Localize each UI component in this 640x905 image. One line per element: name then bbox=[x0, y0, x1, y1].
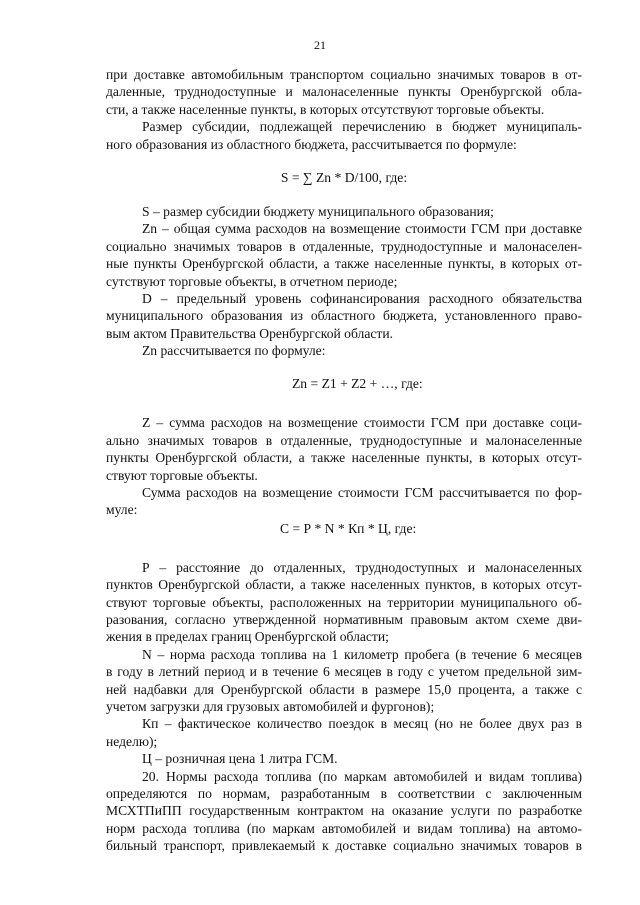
text-line: МСХТПиПП государственным контрактом на оказание услуги по разработке bbox=[106, 803, 582, 819]
paragraph bbox=[106, 646, 582, 716]
text-line: разования, согласно утвержденной нормативным правовым актом схеме дви- bbox=[106, 611, 582, 627]
text-line: определяются по нормам, разработанным в соответствии с заключенным bbox=[106, 785, 582, 801]
page-number: 21 bbox=[314, 38, 326, 52]
text-line: S – размер субсидии бюджету муниципального образования; bbox=[142, 203, 494, 219]
formula-zn: Zn = Z1 + Z2 + …, где: bbox=[292, 376, 423, 392]
paragraph bbox=[106, 414, 582, 484]
paragraph bbox=[106, 290, 582, 342]
text-line: муниципального образования из областного бюджета, установленного право- bbox=[106, 308, 582, 324]
text-line: сти, а также населенные пункты, в которых отсутствуют торговые объекты. bbox=[106, 101, 545, 117]
text-line: Zn – общая сумма расходов на возмещение стоимости ГСМ при доставке bbox=[142, 221, 582, 237]
text-line: 20. Нормы расхода топлива (по маркам автомобилей и видам топлива) bbox=[142, 768, 582, 784]
text-line: Р – расстояние до отдаленных, труднодоступных и малонаселенных bbox=[142, 559, 582, 575]
text-line: социально значимых товаров в отдаленные, труднодоступные и малонаселен- bbox=[106, 238, 582, 254]
text-line: N – норма расхода топлива на 1 километр пробега (в течение 6 месяцев bbox=[142, 646, 582, 662]
text-line: учетом загрузки для грузовых автомобилей и фургонов); bbox=[106, 698, 435, 714]
paragraph bbox=[106, 342, 582, 359]
text-line: ствуют торговые объекты, расположенных на территории муниципального об- bbox=[106, 594, 582, 610]
text-line: ствуют торговые объекты. bbox=[106, 467, 258, 483]
paragraph bbox=[106, 715, 582, 750]
paragraph bbox=[106, 220, 582, 290]
text-line: в году в летний период и в течение 6 месяцев в году с учетом предельной зим- bbox=[106, 664, 582, 680]
formula-cost: С = Р * N * Кп * Ц, где: bbox=[280, 520, 417, 536]
text-line: Ц – розничная цена 1 литра ГСМ. bbox=[142, 751, 338, 767]
text-line: Кп – фактическое количество поездок в месяц (но не более двух раз в bbox=[142, 716, 582, 732]
text-line: неделю); bbox=[106, 733, 158, 749]
document-body bbox=[106, 66, 582, 854]
paragraph bbox=[106, 203, 582, 220]
paragraph bbox=[106, 768, 582, 855]
text-line: пункты Оренбургской области, а также населенные пункты, в которых отсут- bbox=[106, 450, 582, 466]
paragraph bbox=[106, 66, 582, 118]
text-line: Сумма расходов на возмещение стоимости ГСМ рассчитывается по фор- bbox=[142, 485, 582, 501]
formula-subsidy: S = ∑ Zn * D/100, где: bbox=[280, 169, 408, 185]
text-line: норм расхода топлива (по маркам автомобилей и видам топлива) на автомо- bbox=[106, 820, 582, 836]
text-line: пунктов Оренбургской области, а также населенных пунктов, в которых отсут- bbox=[106, 577, 582, 593]
text-line: Zn рассчитывается по формуле: bbox=[142, 343, 326, 359]
paragraph bbox=[106, 118, 582, 153]
text-line: муле: bbox=[106, 502, 138, 518]
text-line: бильный транспорт, привлекаемый к доставке социально значимых товаров в bbox=[106, 838, 582, 854]
text-line: D – предельный уровень софинансирования расходного обязательства bbox=[142, 290, 582, 306]
text-line: ально значимых товаров в отдаленные, труднодоступные и малонаселенные bbox=[106, 432, 582, 448]
text-line: ные пункты Оренбургской области, а также населенные пункты, в которых от- bbox=[106, 256, 582, 272]
paragraph bbox=[106, 750, 582, 767]
text-line: Z – сумма расходов на возмещение стоимости ГСМ при доставке соци- bbox=[142, 415, 582, 431]
text-line: сутствуют торговые объекты, в отчетном периоде; bbox=[106, 273, 398, 289]
text-line: жения в пределах границ Оренбургской области; bbox=[106, 629, 389, 645]
paragraph bbox=[106, 484, 582, 519]
text-line: ного образования из областного бюджета, рассчитывается по формуле: bbox=[106, 136, 517, 152]
text-line: вым актом Правительства Оренбургской области. bbox=[106, 325, 394, 341]
text-line: ней надбавки для Оренбургской области в размере 15,0 процента, а также с bbox=[106, 681, 582, 697]
paragraph bbox=[106, 559, 582, 646]
text-line: Размер субсидии, подлежащей перечислению в бюджет муниципаль- bbox=[142, 119, 582, 135]
text-line: даленные, труднодоступные и малонаселенные пункты Оренбургской обла- bbox=[106, 84, 582, 100]
text-line: при доставке автомобильным транспортом социально значимых товаров в от- bbox=[106, 67, 582, 82]
